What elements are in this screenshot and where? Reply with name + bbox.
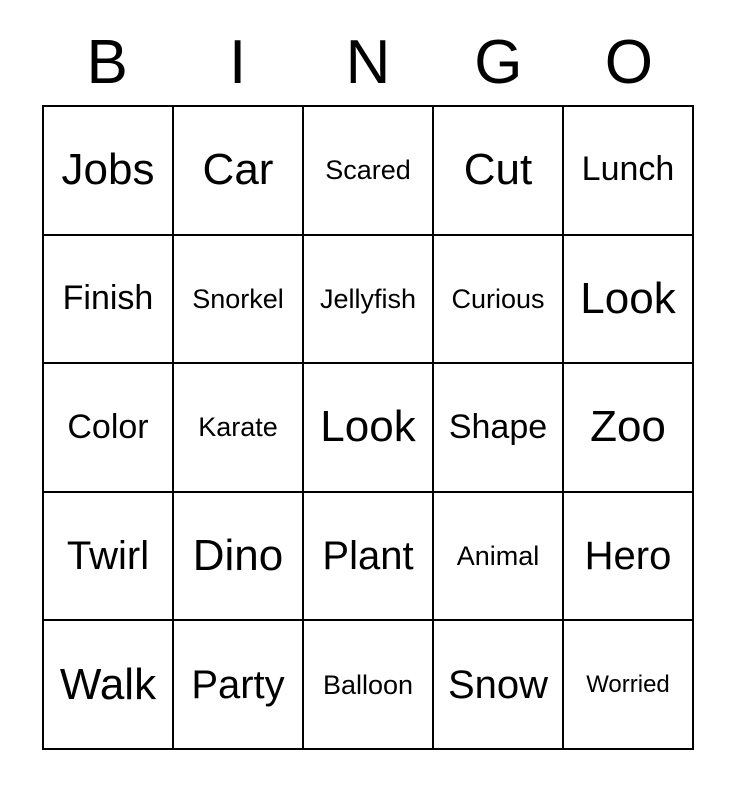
bingo-cell[interactable]: [174, 236, 304, 365]
bingo-cell[interactable]: [304, 364, 434, 493]
bingo-cell-label: Look: [580, 273, 676, 323]
bingo-cell-label: Look: [320, 402, 416, 452]
header-letter-n: N: [345, 28, 391, 97]
bingo-cell-label: Cut: [463, 145, 533, 195]
bingo-cell[interactable]: [434, 364, 564, 493]
bingo-cell-label: Jobs: [61, 145, 155, 195]
bingo-cell[interactable]: [434, 621, 564, 750]
bingo-cell-label: Car: [202, 145, 274, 195]
bingo-cell-label: Worried: [586, 671, 670, 699]
bingo-cell[interactable]: [434, 236, 564, 365]
bingo-cell[interactable]: [44, 621, 174, 750]
bingo-cell[interactable]: [174, 107, 304, 236]
bingo-cell[interactable]: [564, 236, 694, 365]
bingo-grid: [42, 105, 694, 750]
bingo-cell[interactable]: [44, 493, 174, 622]
bingo-cell[interactable]: [434, 107, 564, 236]
header-letter-i: I: [228, 28, 247, 97]
bingo-cell-label: Snow: [447, 662, 549, 707]
bingo-cell-label: Jellyfish: [319, 283, 417, 314]
bingo-cell-label: Walk: [59, 659, 157, 709]
bingo-cell-label: Animal: [456, 540, 540, 571]
bingo-cell[interactable]: [564, 364, 694, 493]
bingo-cell[interactable]: [174, 621, 304, 750]
bingo-cell[interactable]: [44, 236, 174, 365]
bingo-cell-label: Karate: [198, 412, 278, 443]
bingo-cell-label: Dino: [192, 531, 284, 580]
bingo-cell-label: Scared: [325, 155, 411, 186]
bingo-cell-label: Plant: [322, 534, 414, 579]
bingo-cell[interactable]: [564, 493, 694, 622]
header-letter-b: B: [86, 28, 128, 97]
bingo-cell-label: Balloon: [322, 669, 414, 700]
bingo-cell[interactable]: [174, 493, 304, 622]
bingo-cell[interactable]: [304, 621, 434, 750]
bingo-cell-label: Snorkel: [192, 283, 284, 314]
header-letter-g: G: [474, 28, 523, 97]
bingo-cell[interactable]: [174, 364, 304, 493]
bingo-cell-label: Finish: [62, 279, 154, 318]
bingo-cell-label: Curious: [451, 283, 545, 314]
header-letter-o: O: [604, 28, 653, 97]
bingo-header: [42, 28, 694, 98]
bingo-cell[interactable]: [44, 364, 174, 493]
bingo-cell-label: Party: [191, 662, 285, 707]
bingo-cell-label: Lunch: [581, 150, 675, 189]
bingo-cell-label: Zoo: [590, 402, 666, 452]
bingo-cell[interactable]: [434, 493, 564, 622]
bingo-cell[interactable]: [304, 493, 434, 622]
bingo-cell-label: Twirl: [66, 534, 150, 579]
bingo-cell-label: Hero: [584, 534, 672, 579]
bingo-cell[interactable]: [564, 107, 694, 236]
bingo-cell-label: Shape: [448, 407, 548, 446]
bingo-cell[interactable]: [304, 107, 434, 236]
bingo-cell[interactable]: [304, 236, 434, 365]
bingo-cell[interactable]: [44, 107, 174, 236]
bingo-cell-label: Color: [67, 407, 149, 446]
bingo-cell[interactable]: [564, 621, 694, 750]
